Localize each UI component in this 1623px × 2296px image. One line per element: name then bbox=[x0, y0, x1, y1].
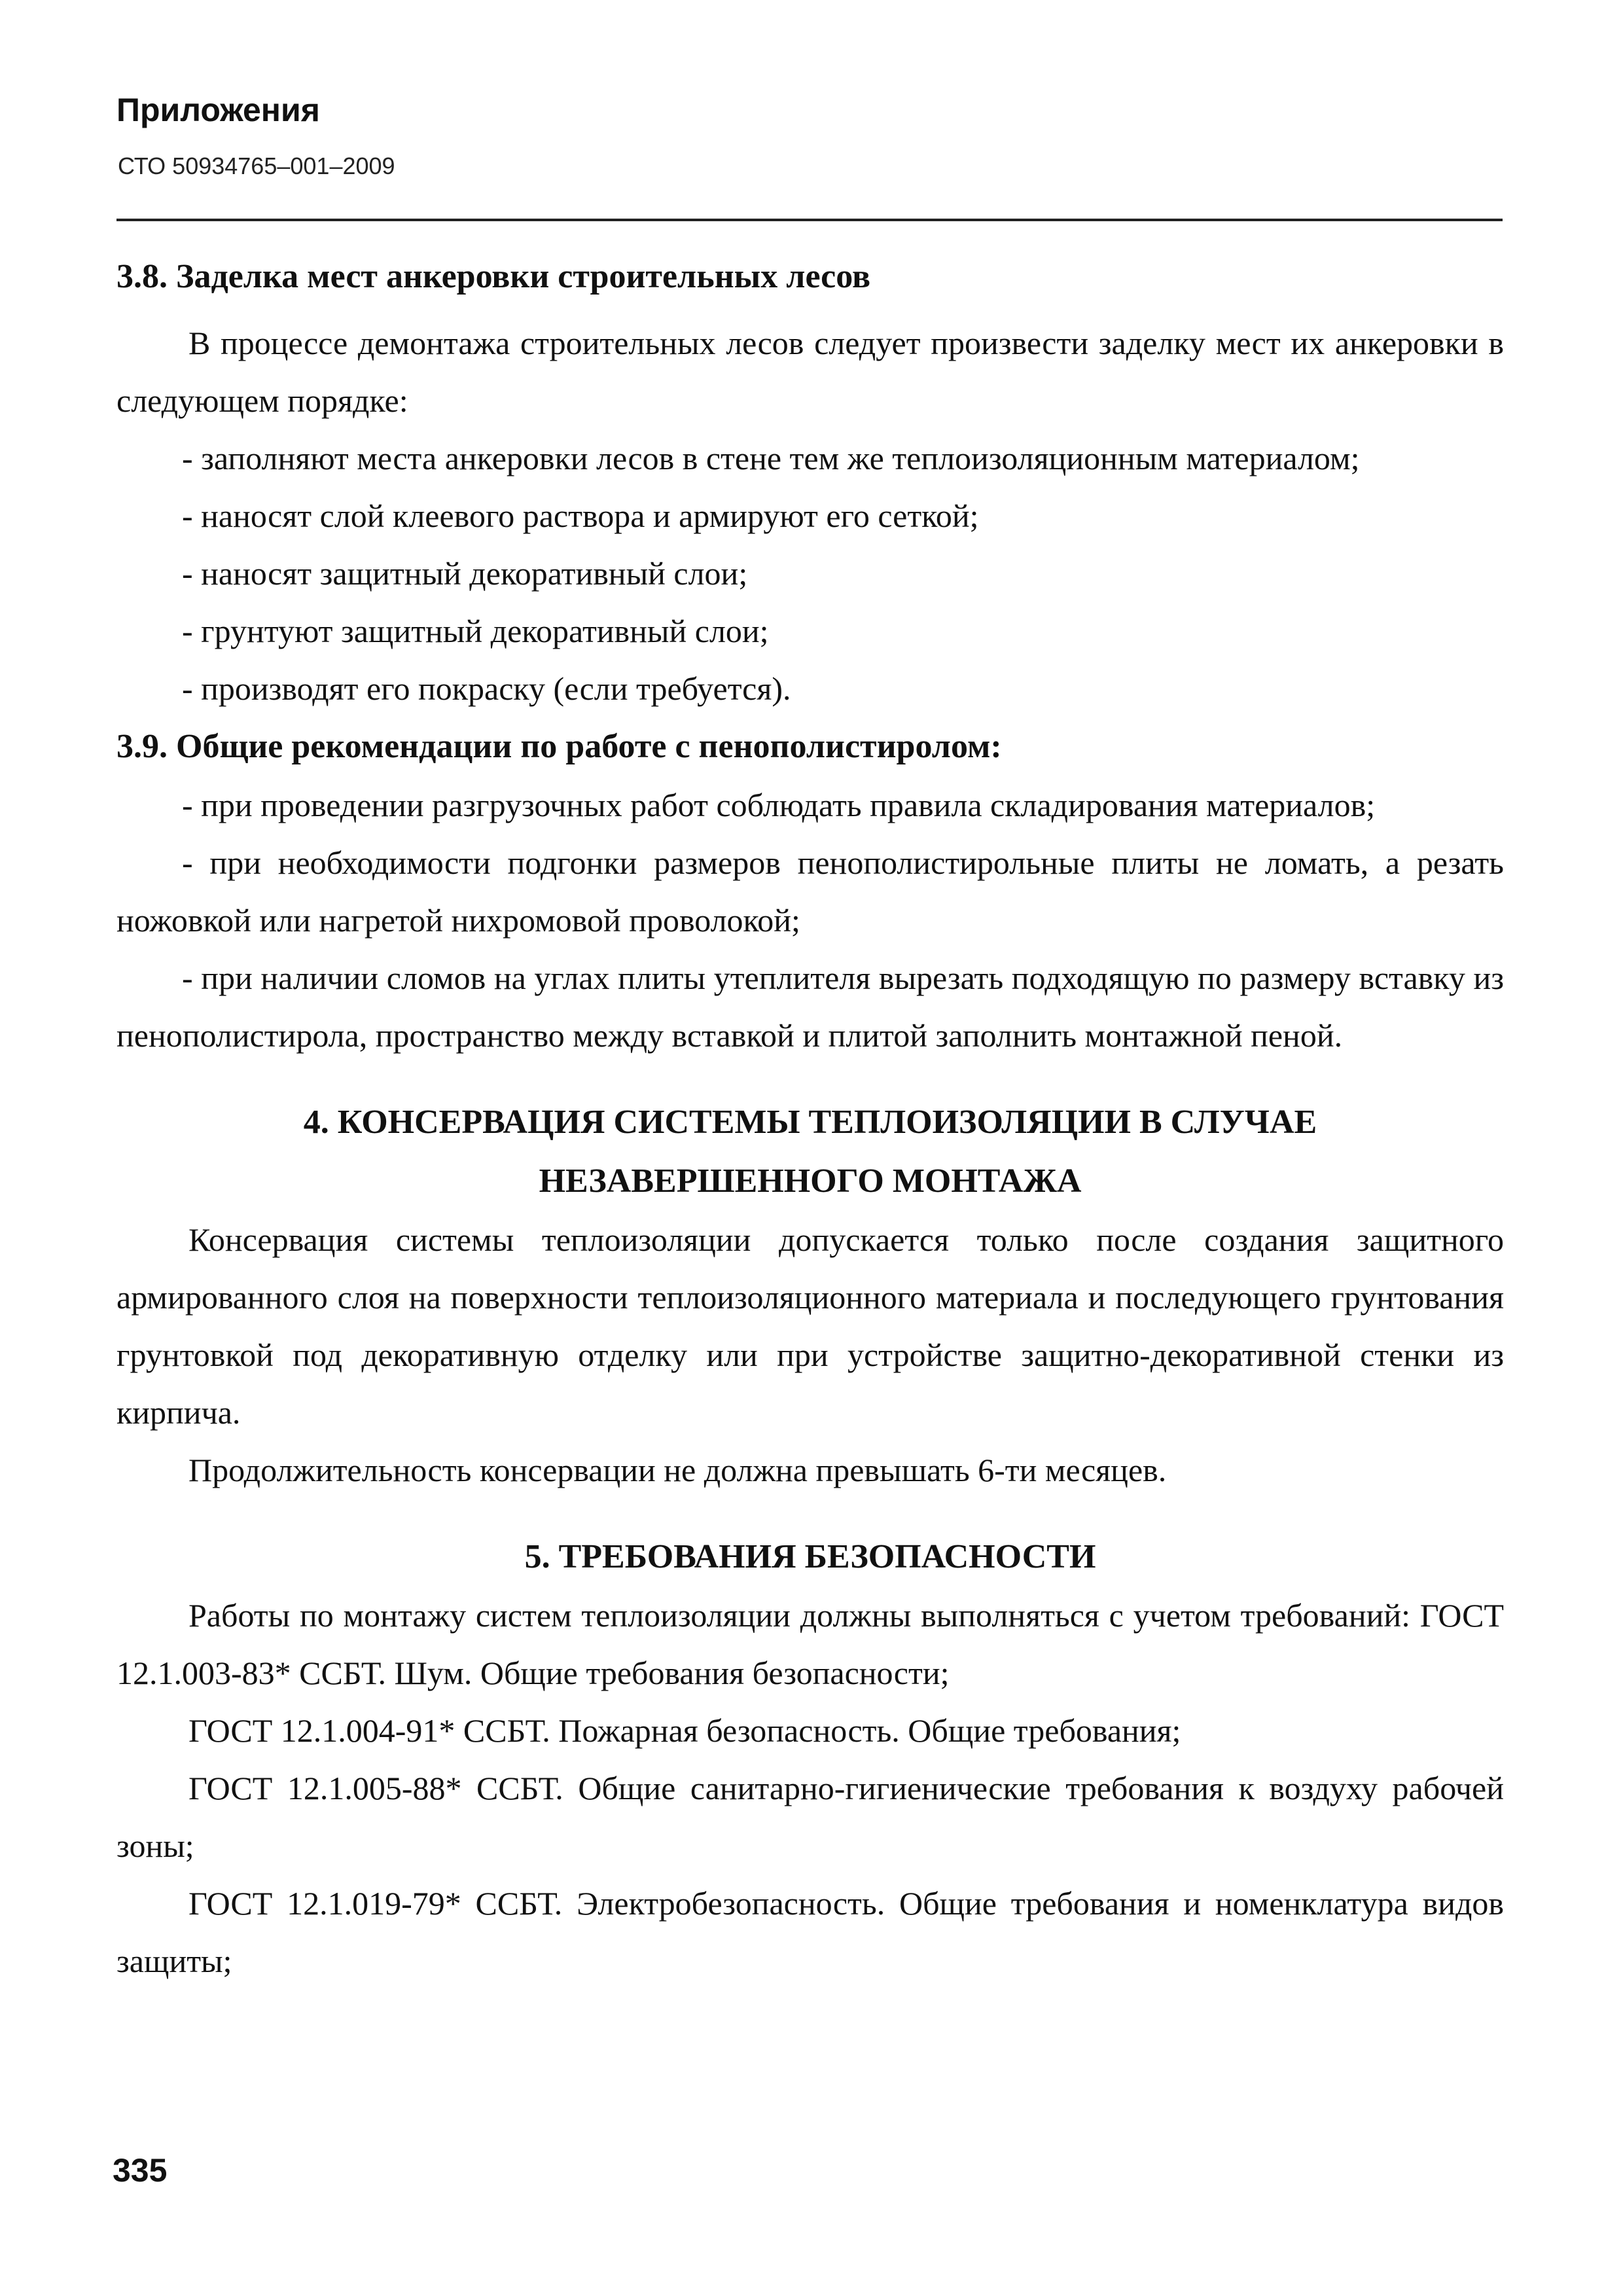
page-number: 335 bbox=[113, 2152, 168, 2189]
running-header-title: Приложения bbox=[116, 92, 320, 128]
list-item: - при проведении разгрузочных работ соблюдать правила складирования материалов; bbox=[182, 787, 1376, 823]
paragraph: ГОСТ 12.1.004-91* ССБТ. Пожарная безопасность. Общие требования; bbox=[188, 1712, 1181, 1749]
section-4-heading bbox=[116, 1093, 1504, 1211]
document-code: СТО 50934765–001–2009 bbox=[118, 152, 395, 179]
section-4-heading-line1: 4. КОНСЕРВАЦИЯ СИСТЕМЫ ТЕПЛОИЗОЛЯЦИИ В СЛУЧАЕ bbox=[303, 1103, 1317, 1141]
list-item: - при необходимости подгонки размеров пенополистирольные плиты не ломать, а резать ножовкой или нагретой нихромовой проволокой; bbox=[116, 844, 1504, 939]
paragraph: Продолжительность консервации не должна превышать 6-ти месяцев. bbox=[188, 1452, 1167, 1488]
list-item: - заполняют места анкеровки лесов в стене тем же теплоизоляционным материалом; bbox=[182, 440, 1360, 476]
section-3-8-intro: В процессе демонтажа строительных лесов следует произвести заделку мест их анкеровки в следующем порядке: bbox=[116, 325, 1504, 419]
paragraph: ГОСТ 12.1.019-79* ССБТ. Электробезопасность. Общие требования и номенклатура видов защиты; bbox=[116, 1885, 1504, 1979]
list-item: - грунтуют защитный декоративный слои; bbox=[182, 613, 769, 649]
list-item: - производят его покраску (если требуется). bbox=[182, 670, 791, 707]
page-content bbox=[116, 247, 1504, 1990]
paragraph: ГОСТ 12.1.005-88* ССБТ. Общие санитарно-гигиенические требования к воздуху рабочей зоны; bbox=[116, 1770, 1504, 1864]
section-3-8-heading: 3.8. Заделка мест анкеровки строительных лесов bbox=[116, 258, 871, 295]
section-3-9-heading: 3.9. Общие рекомендации по работе с пенополистиролом: bbox=[116, 728, 1002, 765]
section-4-heading-line2: НЕЗАВЕРШЕННОГО МОНТАЖА bbox=[539, 1162, 1082, 1200]
list-item: - наносят защитный декоративный слои; bbox=[182, 555, 748, 592]
header-divider bbox=[116, 219, 1503, 221]
paragraph: Работы по монтажу систем теплоизоляции должны выполняться с учетом требований: ГОСТ 12.1.003-83* ССБТ. Шум. Общие требования безопасности; bbox=[116, 1597, 1504, 1691]
list-item: - при наличии сломов на углах плиты утеплителя вырезать подходящую по размеру вставку из пенополистирола, пространство между вставкой и плитой заполнить монтажной пеной. bbox=[116, 960, 1504, 1054]
paragraph: Консервация системы теплоизоляции допускается только после создания защитного армированного слоя на поверхности теплоизоляционного материала и последующего грунтования грунтовкой под декоративную отделку или при устройстве защитно-декоративной стенки из кирпича. bbox=[116, 1221, 1504, 1431]
list-item: - наносят слой клеевого раствора и армируют его сеткой; bbox=[182, 497, 979, 534]
section-5-heading: 5. ТРЕБОВАНИЯ БЕЗОПАСНОСТИ bbox=[524, 1538, 1096, 1575]
